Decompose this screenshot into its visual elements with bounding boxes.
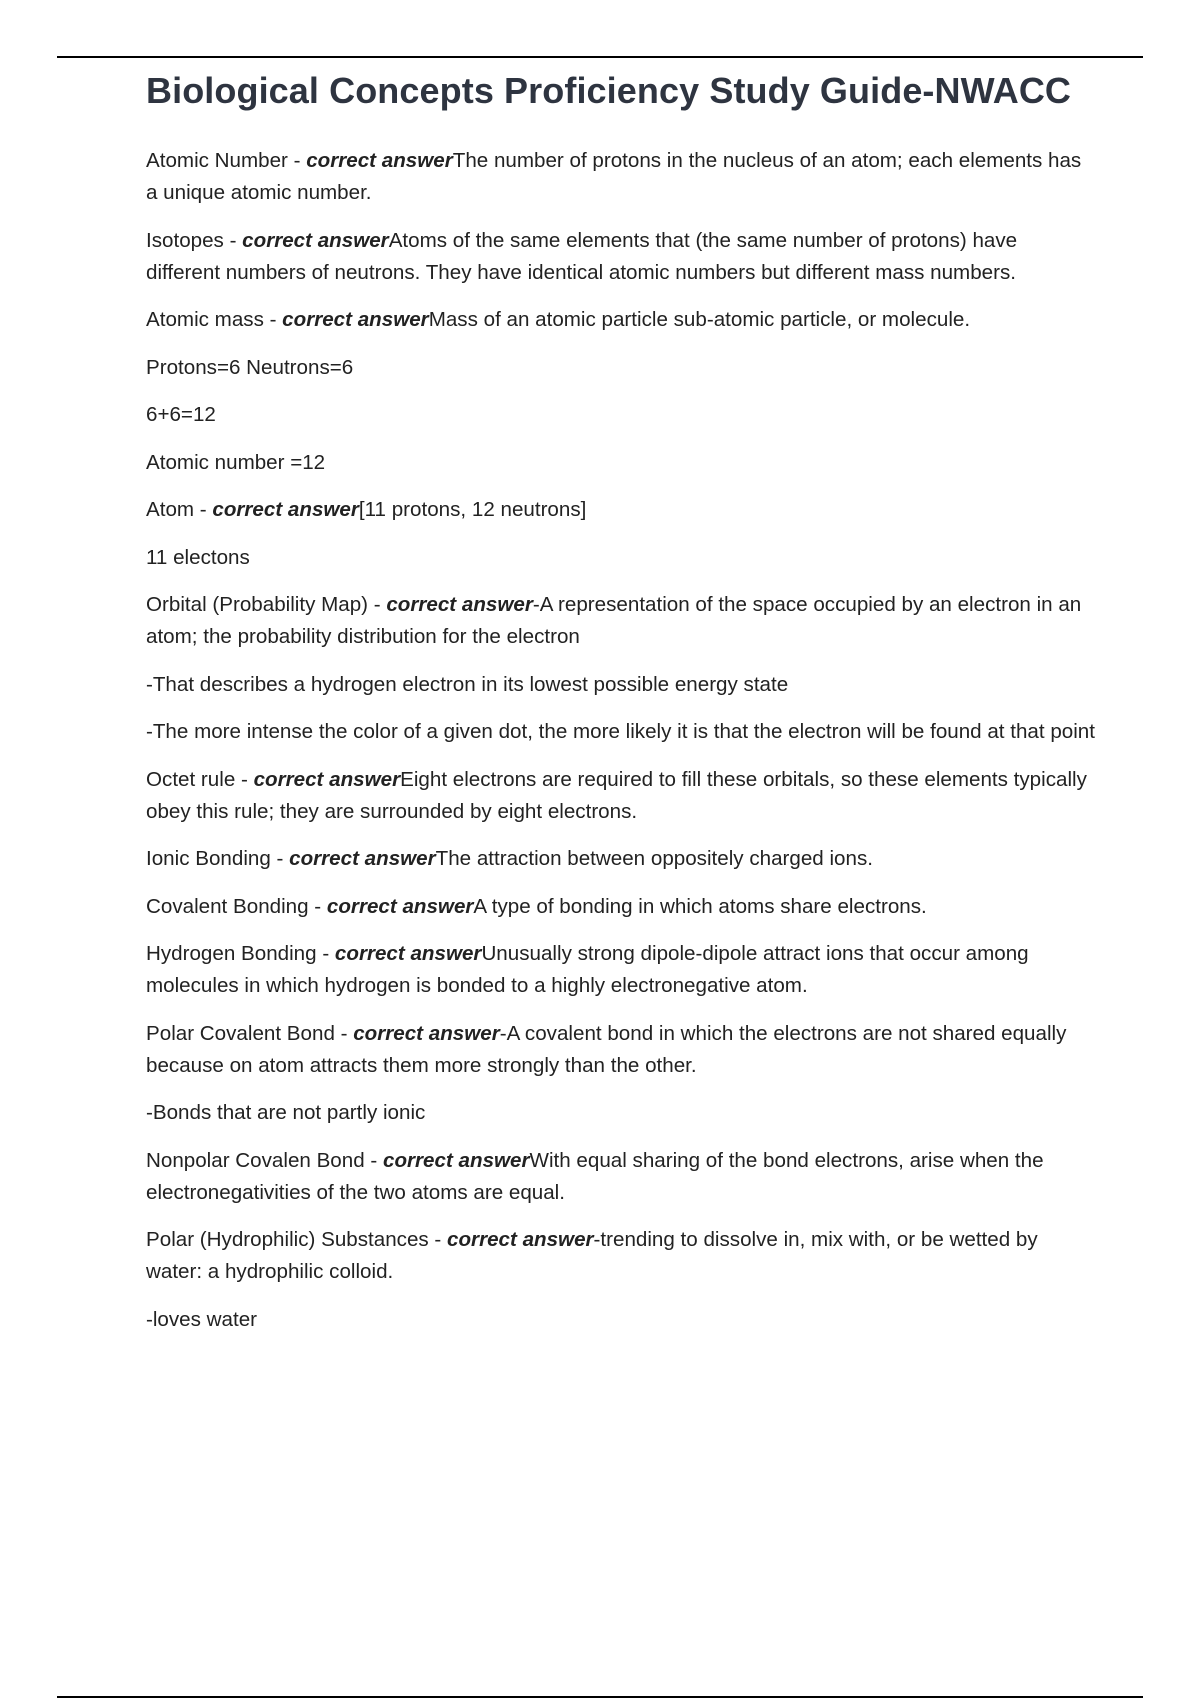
entry-octet-rule [146,764,1096,828]
note-line: -loves water [146,1307,258,1331]
correct-answer-label: correct answer [353,1021,500,1045]
entry-term: Orbital (Probability Map) - [146,593,387,616]
entry-definition: Atoms of the same elements that (the same number of protons) have different numbers of neutrons. They have identical atomic numbers but different mass numbers. [146,228,1018,284]
entry-definition: -A representation of the space occupied by an electron in an atom; the probability distribution for the electron [146,593,1082,648]
top-divider [57,56,1143,58]
entry-term: Covalent Bonding - [146,894,327,918]
entry-term: Ionic Bonding - [146,847,290,870]
note-line: Atomic number =12 [146,450,326,474]
entry-definition: Eight electrons are required to fill these orbitals, so these elements typically obey this rule; they are surrounded by eight electrons. [146,767,1087,823]
correct-answer-label: correct answer [326,894,474,918]
correct-answer-label: correct answer [242,228,389,252]
entry-definition: -trending to dissolve in, mix with, or be wetted by water: a hydrophilic colloid. [146,1228,1038,1283]
note-line: -That describes a hydrogen electron in its lowest possible energy state [146,672,789,696]
study-guide-body [146,145,1096,1351]
bottom-divider [57,1696,1143,1698]
entry-covalent-bonding [146,891,1096,923]
correct-answer-label: correct answer [289,847,436,870]
entry-atomic-number [146,145,1096,209]
entry-definition: Mass of an atomic particle sub-atomic particle, or molecule. [428,308,971,331]
note-line: -The more intense the color of a given dot, the more likely it is that the electron will be found at that point [146,720,1095,743]
note-line: 6+6=12 [146,403,216,426]
correct-answer-label: correct answer [253,767,401,791]
entry-atomic-mass [146,304,1096,336]
note-line: -Bonds that are not partly ionic [146,1101,426,1124]
entry-term: Polar Covalent Bond - [146,1021,354,1045]
entry-polar-covalent-bond [146,1018,1096,1082]
entry-term: Polar (Hydrophilic) Substances - [146,1228,448,1251]
correct-answer-label: correct answer [386,593,533,616]
entry-atom [146,494,1096,526]
entry-definition: [11 protons, 12 neutrons] [358,498,587,521]
entry-definition: The number of protons in the nucleus of an atom; each elements has a unique atomic number. [146,149,1082,204]
entry-definition: Unusually strong dipole-dipole attract ions that occur among molecules in which hydrogen is bonded to a highly electronegative atom. [146,942,1029,997]
note-line: Protons=6 Neutrons=6 [146,355,354,379]
entry-definition: With equal sharing of the bond electrons, arise when the electronegativities of the two atoms are equal. [146,1148,1044,1204]
entry-polar-substances [146,1224,1096,1288]
entry-term: Atom - [146,498,213,521]
correct-answer-label: correct answer [306,149,453,172]
entry-term: Atomic Number - [146,149,307,172]
entry-definition: -A covalent bond in which the electrons are not shared equally because on atom attracts them more strongly than the other. [146,1021,1067,1077]
correct-answer-label: correct answer [334,942,482,965]
entry-term: Octet rule - [146,767,254,791]
page-title: Biological Concepts Proficiency Study Guide-NWACC [146,70,1072,111]
entry-definition: A type of bonding in which atoms share electrons. [473,894,927,918]
entry-definition: The attraction between oppositely charged ions. [435,847,873,870]
correct-answer-label: correct answer [212,498,359,521]
entry-hydrogen-bonding [146,938,1096,1002]
entry-ionic-bonding [146,843,1096,875]
note-line: 11 electons [146,545,250,569]
entry-isotopes [146,225,1096,289]
entry-term: Hydrogen Bonding - [146,942,335,965]
entry-term: Nonpolar Covalen Bond - [146,1148,383,1172]
correct-answer-label: correct answer [382,1148,530,1172]
correct-answer-label: correct answer [282,308,429,331]
entry-term: Isotopes - [146,228,243,252]
entry-orbital [146,589,1096,653]
entry-nonpolar-covalent-bond [146,1145,1096,1209]
correct-answer-label: correct answer [447,1228,594,1251]
entry-term: Atomic mass - [146,308,283,331]
